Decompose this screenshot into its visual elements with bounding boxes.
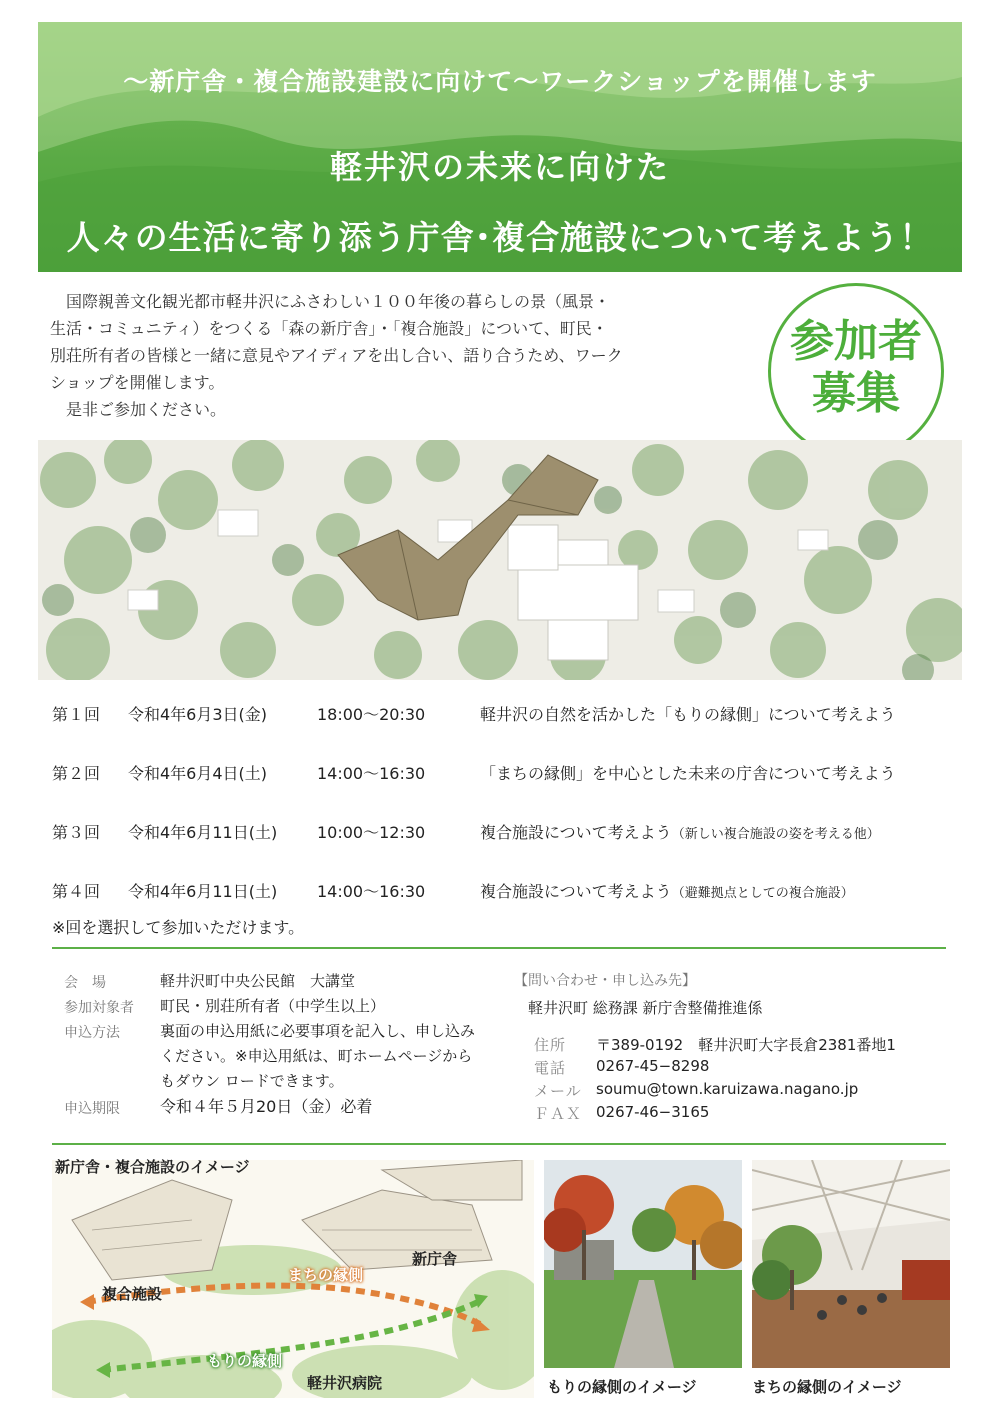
- session-theme: [480, 820, 880, 843]
- session-time: 10:00〜12:30: [317, 823, 426, 842]
- intro-line: 別荘所有者の皆様と一緒に意見やアイディアを出し合い、語り合うため、ワーク: [50, 346, 623, 365]
- session-date: 令和4年6月3日(金): [128, 705, 268, 724]
- method-label: 申込方法: [64, 1025, 120, 1041]
- mail-label: メール: [534, 1082, 582, 1100]
- session-theme-text: 軽井沢の自然を活かした「もりの縁側」について考えよう: [480, 705, 896, 724]
- header-banner: [38, 22, 962, 272]
- fax-label: ＦＡＸ: [534, 1105, 583, 1123]
- architectural-model-photo: [38, 440, 962, 680]
- recruiting-badge: [768, 283, 944, 459]
- intro-line: 国際親善文化観光都市軽井沢にふさわしい１００年後の暮らしの景（風景・: [50, 292, 611, 311]
- target-label: 参加対象者: [64, 1000, 134, 1016]
- forest-veranda-illustration: [544, 1160, 742, 1368]
- venue-label: 会 場: [64, 975, 106, 991]
- session-row-1: [52, 702, 952, 726]
- site-map-illustration: [52, 1160, 534, 1398]
- town-veranda-photo: [752, 1160, 950, 1368]
- mail-value[interactable]: soumu@town.karuizawa.nagano.jp: [596, 1080, 859, 1098]
- session-theme-note: （新しい複合施設の姿を考える他）: [671, 827, 880, 842]
- map-caption: 新庁舎・複合施設のイメージ: [55, 1158, 250, 1176]
- venue-value: 軽井沢町中央公民館 大講堂: [160, 972, 356, 990]
- map-label-complex: 複合施設: [102, 1285, 163, 1303]
- map-label-hospital: 軽井沢病院: [307, 1374, 383, 1392]
- divider: [52, 1143, 946, 1145]
- intro-line: ショップを開催します。: [50, 373, 225, 392]
- session-theme: [480, 761, 896, 784]
- deadline-value: 令和４年５月20日（金）必着: [160, 1097, 373, 1116]
- intro-line: 生活・コミュニティ）をつくる「森の新庁舎」・「複合施設」について、町民・: [50, 319, 608, 338]
- session-number: 第３回: [52, 823, 101, 842]
- method-line: ください。※申込用紙は、町ホームページから: [160, 1047, 473, 1065]
- session-time: 14:00〜16:30: [317, 882, 426, 901]
- contact-organization: 軽井沢町 総務課 新庁舎整備推進係: [528, 999, 763, 1017]
- session-theme: [480, 702, 896, 725]
- session-row-2: [52, 761, 952, 785]
- forest-caption: もりの縁側のイメージ: [547, 1378, 697, 1396]
- session-note: ※回を選択して参加いただけます。: [52, 918, 305, 937]
- session-theme-text: 複合施設について考えよう: [480, 823, 672, 842]
- address-value: 〒389-0192 軽井沢町大字長倉2381番地1: [596, 1036, 896, 1054]
- session-row-4: [52, 879, 952, 903]
- session-time: 18:00〜20:30: [317, 705, 426, 724]
- session-theme-note: （避難拠点としての複合施設）: [671, 886, 854, 901]
- session-number: 第１回: [52, 705, 101, 724]
- session-number: 第４回: [52, 882, 101, 901]
- town-veranda-illustration: [752, 1160, 950, 1368]
- intro-line: 是非ご参加ください。: [50, 400, 227, 419]
- header-title-line2: 人々の生活に寄り添う庁舎･複合施設について考えよう！: [66, 218, 934, 257]
- forest-veranda-photo: [544, 1160, 742, 1368]
- header-title-line1: 軽井沢の未来に向けた: [329, 148, 670, 186]
- phone-label: 電話: [534, 1059, 567, 1077]
- session-theme-text: 複合施設について考えよう: [480, 882, 672, 901]
- map-label-mori: もりの縁側: [207, 1352, 283, 1370]
- fax-value: 0267-46−3165: [596, 1103, 710, 1121]
- method-line: もダウン ロードできます。: [160, 1072, 344, 1090]
- method-value: [160, 1019, 500, 1094]
- header-subtitle: 〜新庁舎・複合施設建設に向けて〜ワークショップを開催します: [123, 67, 877, 96]
- session-date: 令和4年6月11日(土): [128, 823, 278, 842]
- badge-line1: 参加者: [790, 316, 922, 367]
- session-time: 14:00〜16:30: [317, 764, 426, 783]
- session-date: 令和4年6月4日(土): [128, 764, 268, 783]
- map-label-newoffice: 新庁舎: [412, 1250, 458, 1268]
- town-caption: まちの縁側のイメージ: [752, 1378, 902, 1396]
- session-theme-text: 「まちの縁側」を中心とした未来の庁舎について考えよう: [480, 764, 896, 783]
- contact-heading: 【問い合わせ・申し込み先】: [514, 973, 696, 989]
- session-theme: [480, 879, 854, 902]
- model-illustration: [38, 440, 962, 680]
- session-number: 第２回: [52, 764, 101, 783]
- session-row-3: [52, 820, 952, 844]
- target-value: 町民・別荘所有者（中学生以上）: [160, 997, 386, 1015]
- deadline-label: 申込期限: [64, 1101, 120, 1117]
- map-label-machi: まちの縁側: [288, 1266, 364, 1284]
- method-line: 裏面の申込用紙に必要事項を記入し、申し込み: [160, 1022, 476, 1040]
- session-date: 令和4年6月11日(土): [128, 882, 278, 901]
- phone-value[interactable]: 0267-45−8298: [596, 1057, 710, 1075]
- badge-line2: 募集: [812, 368, 900, 419]
- address-label: 住所: [534, 1036, 567, 1054]
- intro-text: [50, 288, 740, 423]
- divider: [52, 947, 946, 949]
